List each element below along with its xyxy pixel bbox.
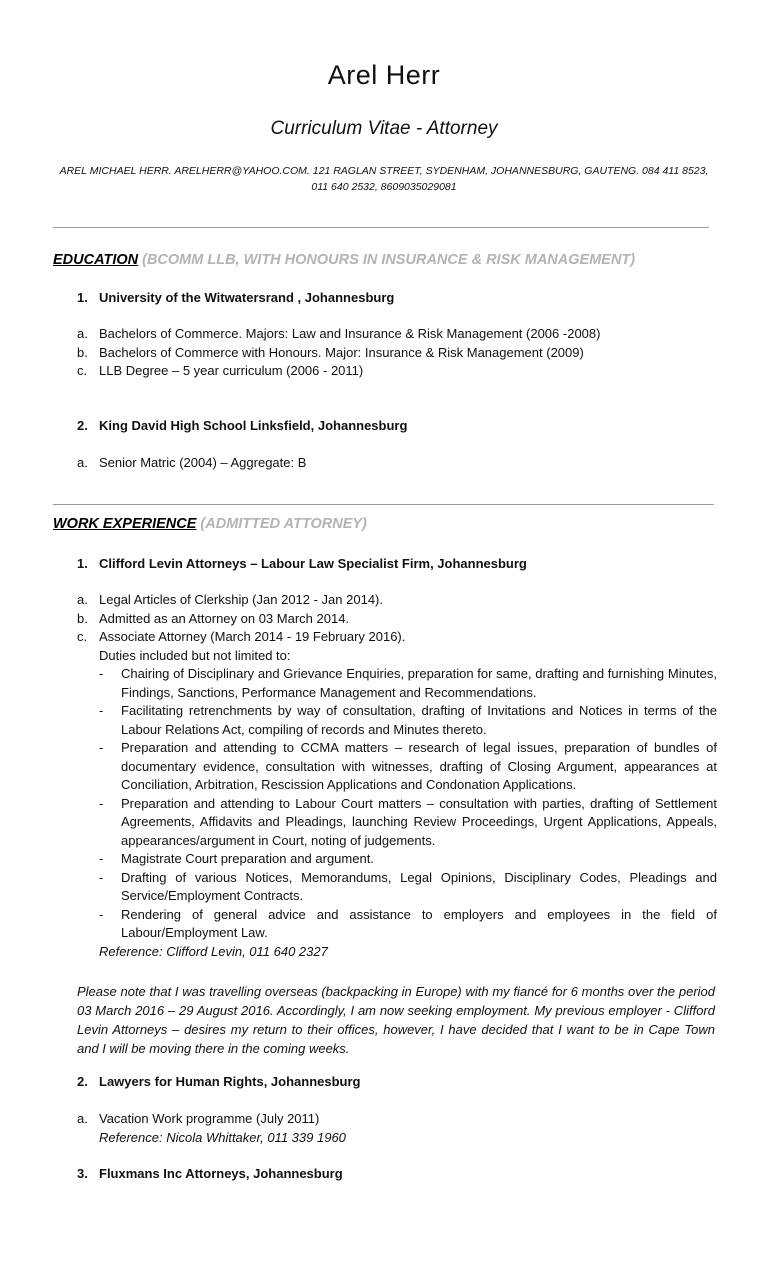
work-entry-2-items <box>77 1110 717 1147</box>
dash-marker: - <box>99 851 104 866</box>
dash-marker: - <box>99 869 104 885</box>
list-item <box>77 591 717 610</box>
dash-marker: - <box>99 703 104 718</box>
list-item <box>77 454 717 473</box>
entry-number: 1. <box>77 290 88 305</box>
entry-title: Clifford Levin Attorneys – Labour Law Specialist Firm, Johannesburg <box>99 556 527 571</box>
list-item <box>77 628 717 647</box>
list-item <box>77 325 717 344</box>
item-marker: a. <box>77 326 88 341</box>
duty-text: Preparation and attending to Labour Court matters – consultation with parties, drafting of Settlement Agreements, Affidavits and Pleadings, launching Review Proceedings, Urgent Applications, Appeals, appearances/argument in Court, noting of judgements. <box>121 795 717 848</box>
entry-number: 2. <box>77 418 88 433</box>
cv-name: Arel Herr <box>327 60 441 90</box>
list-item <box>77 610 717 629</box>
divider-top <box>53 227 709 228</box>
entry-number: 3. <box>77 1166 88 1181</box>
work-entry-1-title <box>77 556 527 571</box>
education-entry-1-title <box>77 290 394 305</box>
item-marker: b. <box>77 344 88 360</box>
work-entry-1-items <box>77 591 717 961</box>
duty-text: Rendering of general advice and assistance to employers and employees in the field of Labour/Employment Law. <box>121 906 717 940</box>
work-heading-label: WORK EXPERIENCE <box>53 516 197 532</box>
work-entry-2-title <box>77 1074 361 1089</box>
dash-marker: - <box>99 666 104 681</box>
list-item <box>77 1110 717 1129</box>
item-text: Vacation Work programme (July 2011) <box>99 1111 320 1126</box>
duty-item <box>77 739 717 795</box>
divider-middle <box>53 504 714 505</box>
contact-line-1: AREL MICHAEL HERR. ARELHERR@YAHOO.COM. 121 RAGLAN STREET, SYDENHAM, JOHANNESBURG, GAUTENG. 084 411 8523, <box>59 165 709 177</box>
list-item <box>77 344 717 363</box>
education-entry-1-items <box>77 325 717 381</box>
entry-title: King David High School Linksfield, Johannesburg <box>99 418 408 433</box>
duty-item <box>77 702 717 739</box>
education-heading-label: EDUCATION <box>53 252 139 268</box>
duty-text: Chairing of Disciplinary and Grievance Enquiries, preparation for same, drafting and furnishing Minutes, Findings, Sanctions, Performance Management and Recommendations. <box>121 666 717 700</box>
work-heading-sub: (ADMITTED ATTORNEY) <box>200 516 367 532</box>
duty-item <box>77 665 717 702</box>
item-marker: a. <box>77 1111 88 1126</box>
dash-marker: - <box>99 795 104 811</box>
item-marker: a. <box>77 455 88 470</box>
duties-list <box>77 665 717 943</box>
duty-text: Magistrate Court preparation and argument. <box>121 851 374 866</box>
item-text: Senior Matric (2004) – Aggregate: B <box>99 455 307 470</box>
education-heading <box>53 252 635 268</box>
item-text: Admitted as an Attorney on 03 March 2014. <box>99 610 350 626</box>
duty-item <box>77 869 717 906</box>
education-entry-2-items <box>77 454 717 473</box>
item-text: LLB Degree – 5 year curriculum (2006 - 2011) <box>99 363 364 378</box>
contact-line-2: 011 640 2532, 8609035029081 <box>311 181 457 193</box>
item-text: Associate Attorney (March 2014 - 19 February 2016). <box>99 629 406 644</box>
item-text: Bachelors of Commerce. Majors: Law and Insurance & Risk Management (2006 -2008) <box>99 326 601 341</box>
item-text: Legal Articles of Clerkship (Jan 2012 - Jan 2014). <box>99 592 383 607</box>
item-text: Bachelors of Commerce with Honours. Major: Insurance & Risk Management (2009) <box>99 344 584 360</box>
duty-text: Drafting of various Notices, Memorandums, Legal Opinions, Disciplinary Codes, Pleadings and Service/Employment Contracts. <box>121 869 717 903</box>
duties-intro: Duties included but not limited to: <box>99 647 291 663</box>
entry-title: Lawyers for Human Rights, Johannesburg <box>99 1074 361 1089</box>
duty-item <box>77 850 717 869</box>
dash-marker: - <box>99 906 104 922</box>
entry-number: 2. <box>77 1074 88 1089</box>
travel-note: Please note that I was travelling overseas (backpacking in Europe) with my fiancé for 6 months over the period 03 March 2016 – 29 August 2016. Accordingly, I am now seeking employment. My previous employer - Clifford Levin Attorneys – desires my return to their offices, however, I have decided that I want to be in Cape Town and I will be moving there in the coming weeks. <box>77 984 715 1056</box>
dash-marker: - <box>99 740 104 755</box>
item-marker: c. <box>77 629 88 644</box>
item-marker: b. <box>77 610 88 626</box>
item-marker: c. <box>77 363 88 378</box>
duty-item <box>77 795 717 851</box>
entry-number: 1. <box>77 556 88 571</box>
work-heading <box>53 516 367 532</box>
cv-title: Curriculum Vitae - Attorney <box>270 118 498 139</box>
reference-clifford-levin: Reference: Clifford Levin, 011 640 2327 <box>99 943 328 959</box>
item-marker: a. <box>77 592 88 607</box>
duty-text: Facilitating retrenchments by way of consultation, drafting of Invitations and Notices in terms of the Labour Relations Act, compiling of records and Minutes thereto. <box>121 703 717 737</box>
reference-lawyers-human-rights: Reference: Nicola Whittaker, 011 339 1960 <box>99 1129 346 1145</box>
education-heading-sub: (BCOMM LLB, WITH HONOURS IN INSURANCE & RISK MANAGEMENT) <box>142 252 636 268</box>
work-entry-3-title <box>77 1166 343 1181</box>
entry-title: Fluxmans Inc Attorneys, Johannesburg <box>99 1166 343 1181</box>
contact-details <box>52 163 716 195</box>
duty-text: Preparation and attending to CCMA matters – research of legal issues, preparation of bundles of documentary evidence, consultation with witnesses, drafting of Closing Argument, appearances at Conciliation, Arbitration, Rescission Applications and Condonation Applications. <box>121 740 717 792</box>
duty-item <box>77 906 717 943</box>
education-entry-2-title <box>77 418 407 433</box>
entry-title: University of the Witwatersrand , Johannesburg <box>99 290 395 305</box>
list-item <box>77 362 717 381</box>
